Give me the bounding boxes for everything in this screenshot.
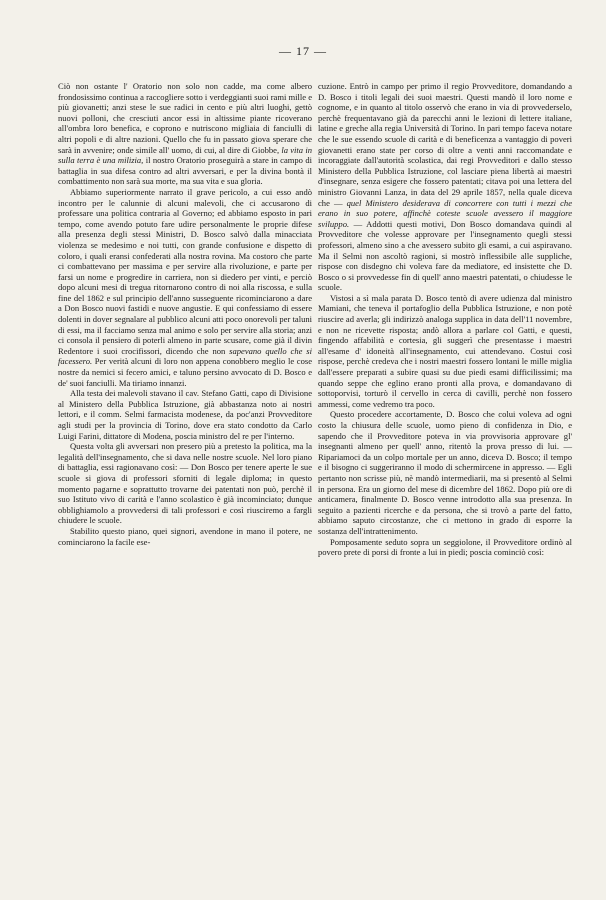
right-column — [318, 81, 572, 558]
paragraph: Questo procedere accortamente, D. Bosco che colui voleva ad ogni costo la chiusura delle scuole, uomo pieno di confidenza in Dio, e sapendo che il Provveditore poteva in via provvisoria approvare gl' insegnanti almeno per quell' anno, ritentò la prova presso di lui. — Ripariamoci da un colpo mortale per un anno, diceva D. Bosco; il tempo e il bisogno ci suggeriranno il modo di schermircene in appresso. — Egli pertanto non scrisse più, nè mandò intermediarii, ma si presentò al Selmi in persona. Era un giorno del mese di dicembre del 1862. Dopo più ore di anticamera, finalmente D. Bosco venne introdotto alla sua presenza. In seguito a pazienti ricerche e da persona, che si trovò a parte del fatto, abbiamo saputo circostanze, che ci mettono in grado di esporre la sostanza dell'intrattenimento. — [318, 409, 572, 536]
paragraph: Ciò non ostante l' Oratorio non solo non cadde, ma come albero frondosissimo continua a raccogliere sotto i verdeggianti suoi rami mille e più giovanetti; anzi stese le sue radici in cento e più altri luoghi, gettò nuovi polloni, che cresciuti ancor essi in altissime piante ricoverano all'ombra loro benefica, e coprono e nutriscono migliaia di fanciulli di altri popoli e di altre nazioni. Quello che fu in passato giova sperare che sarà in avvenire; onde simile all' uomo, di cui, al dire di Giobbe, la vita in sulla terra è una milizia, il nostro Oratorio proseguirà a stare in campo di battaglia in sua difesa contro ad altri avversari, e per la divina bontà il combattimento non sarà sua morte, ma sua vita e sua gloria. — [58, 81, 312, 187]
paragraph: Pomposamente seduto sopra un seggiolone, il Provveditore ordinò al povero prete di porsi di fronte a lui in piedi; poscia cominciò così: — [318, 536, 572, 558]
page-number-header: — 17 — — [279, 44, 327, 58]
paragraph: Stabilito questo piano, quei signori, avendone in mano il potere, ne cominciarono la facile ese- — [58, 525, 312, 547]
paragraph: Vistosi a sì mala parata D. Bosco tentò di avere udienza dal ministro Mamiani, che teneva il portafoglio della Pubblica Istruzione, e non potè riuscire ad averla; gli indirizzò analoga supplica in data dell'11 novembre, e non ne ricevette risposta; andò allora a parlare col Gatti, e questi, fingendo affabilità e cortesia, gli suggerì che presentasse i maestri all'esame d' idoneità all'insegnamento, cui attendevano. Costui così rispose, perchè credeva che i nostri maestri fossero lontani le mille miglia dall'essere preparati a subire quasi su due piedi esami difficilissimi; ma quando seppe che eglino erano pronti alla prova, e domandavano di sottoporvisi, torturò il cervello in cerca di cavilli, perchè non fossero ammessi, come vedremo tra poco. — [318, 292, 572, 409]
paragraph: cuzione. Entrò in campo per primo il regio Provveditore, domandando a D. Bosco i titoli legali dei suoi maestri. Questi mandò il loro nome e cognome, e in quanto al titolo osservò che erano in via di provvederselo, perchè frequentavano già da parecchi anni le lezioni di lettere italiane, latine e greche alla regia Università di Torino. In pari tempo faceva notare che le sue essendo scuole di carità e di beneficenza a vantaggio di poveri giovanetti erano state per corso di oltre a venti anni raccomandate e incoraggiate dall'autorità scolastica, dai regi Provveditori e dallo stesso Ministero della Pubblica Istruzione, col lasciare piena libertà ai maestri d'insegnare, senza esigere che fossero patentati; citava poi una lettera del ministro Giovanni Lanza, in data del 29 aprile 1857, nella quale diceva che — quel Ministero desiderava di concorrere con tutti i mezzi che erano in suo potere, affinchè coteste scuole avessero il maggiore sviluppo. — Addotti questi motivi, Don Bosco domandava quindi al Provveditore che volesse approvare per l'insegnamento quegli stessi professori, almeno sino a che avessero subito gli esami, a cui aspiravano. Ma il Selmi non ascoltò ragioni, si mostrò inflessibile alle suppliche, rispose con disdegno chi voleva fare da mediatore, ed insistette che D. Bosco o si provvedesse fin di quell' anno maestri patentati, o chiudesse le scuole. — [318, 81, 572, 293]
paragraph: Abbiamo superiormente narrato il grave pericolo, a cui esso andò incontro per le calunnie di alcuni malevoli, che ci accusarono di professare una politica contraria al Governo; ed abbiamo esposto in pari tempo, come avendo potuto fare udire personalmente le proprie difese alla presenza degli stessi Ministri, D. Bosco salvò dalla minacciata violenza se medesimo e noi tutti, con grande confusione e dispetto di coloro, i quali eransi confederati alla nostra rovina. Ma costoro che parte ci combattevano per massima e per servire alla rivoluzione, e parte per farsi un nome e progredire in carriera, non si diedero per vinti, e perciò dopo alcuni mesi di tregua ritornarono contro di noi alla riscossa, e sulla fine del 1862 e sul principio dell'anno susseguente ricominciarono a dare a Don Bosco nuovi fastidi e nuove angustie. E qui confessiamo di essere dolenti in dover segnalare al pubblico alcuni atti poco onorevoli per taluni di essi, ma il facciamo senza mal animo e solo per servire alla storia; anzi ci consola il pensiero di poterli almeno in parte scusare, come già il divin Redentore i suoi crocifissori, dicendo che non sapevano quello che si facessero. Per verità alcuni di loro non appena conobbero meglio le cose nostre da nemici si fecero amici, e taluno persino avvocato di D. Bosco e de' suoi fanciulli. Ma tiriamo innanzi. — [58, 186, 312, 388]
paragraph: Alla testa dei malevoli stavano il cav. Stefano Gatti, capo di Divisione al Ministero della Pubblica Istruzione, già abbastanza noto ai nostri lettori, e il comm. Selmi farmacista modenese, da poc'anzi Provveditore agli studi per la provincia di Torino, dove era stato condotto da Carlo Luigi Farini, dittatore di Modena, poscia ministro del re per l'interno. — [58, 388, 312, 441]
left-column — [58, 81, 312, 547]
paragraph: Questa volta gli avversari non presero più a pretesto la politica, ma la legalità dell'insegnamento, che si dava nelle nostre scuole. Nel loro piano di battaglia, essi ragionavano così: — Don Bosco per tenere aperte le sue scuole si giova di professori sforniti di legale diploma; in questo momento pagarne e soprattutto trovarne dei patentati non può, perchè il suo Istituto vivo di carità e l'anno scolastico è già incominciato; dunque obblighiamolo a provvedersi di tali professori e così riusciremo a fargli chiudere le scuole. — [58, 441, 312, 526]
